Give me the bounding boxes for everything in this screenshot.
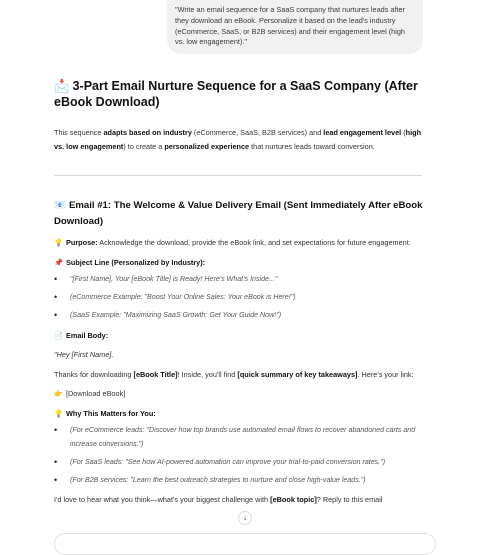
thanks-paragraph bbox=[54, 368, 424, 382]
intro-text-4: ) to create a bbox=[123, 141, 165, 151]
intro-text-3: ( bbox=[401, 128, 406, 137]
arrow-down-icon: ↓ bbox=[243, 513, 247, 522]
download-ebook-link[interactable]: [Download eBook] bbox=[66, 389, 126, 398]
message-composer[interactable] bbox=[54, 533, 436, 555]
why-matters-list bbox=[54, 424, 424, 487]
thanks-bold-2: [quick summary of key takeaways] bbox=[237, 369, 358, 379]
list-item: • (For SaaS leads: "See how AI-powered automation can improve your trial-to-paid conversion rates.") bbox=[70, 456, 424, 470]
intro-bold-2: lead engagement level bbox=[323, 128, 402, 137]
list-item: • (SaaS Example: "Maximizing SaaS Growth: Get Your Guide Now!") bbox=[70, 309, 424, 323]
pushpin-icon: 📌 bbox=[54, 257, 64, 267]
pointing-hand-icon: 👉 bbox=[54, 389, 64, 398]
email-body-label-text: Email Body: bbox=[66, 330, 109, 340]
user-message-text: "Write an email sequence for a SaaS company that nurtures leads after they download an eBook. Personalize it based on the lead's industry (eCommerce, SaaS, or B2B services) and their engagement level (high vs. low engagement)." bbox=[175, 5, 405, 47]
thanks-text-3: . Here's your link: bbox=[357, 369, 414, 379]
intro-paragraph bbox=[54, 126, 424, 153]
divider bbox=[54, 175, 422, 176]
list-item: • (For eCommerce leads: "Discover how top brands use automated email flows to recover abandoned carts and increase conversions.") bbox=[70, 424, 424, 451]
download-line bbox=[54, 387, 424, 401]
intro-bold-4: personalized experience bbox=[164, 141, 250, 151]
subject-line-list bbox=[54, 273, 424, 323]
why-matters-label-text: Why This Matters for You: bbox=[66, 408, 156, 418]
intro-text-5: that nurtures leads toward conversion. bbox=[249, 141, 375, 151]
document-icon: 📄 bbox=[54, 330, 64, 340]
intro-text-2: (eCommerce, SaaS, B2B services) and bbox=[191, 128, 324, 137]
thanks-text-2: ! Inside, you'll find bbox=[177, 369, 238, 379]
intro-text-1: This sequence bbox=[54, 128, 104, 137]
intro-bold-3: high vs. low engagement bbox=[54, 128, 422, 151]
response-title-text: 3-Part Email Nurture Sequence for a SaaS Company (After eBook Download) bbox=[54, 79, 418, 109]
greeting-text: "Hey [First Name], bbox=[54, 350, 114, 359]
closing-text-1: I'd love to hear what you think—what's your biggest challenge with bbox=[54, 495, 271, 504]
lightbulb-icon: 💡 bbox=[54, 408, 64, 418]
email1-heading bbox=[54, 198, 424, 230]
closing-bold-1: [eBook topic] bbox=[270, 495, 317, 504]
list-item: • (For B2B services: "Learn the best outreach strategies to nurture and close high-value leads.") bbox=[70, 474, 424, 488]
list-item: • (eCommerce Example: "Boost Your Online Sales: Your eBook is Here!") bbox=[70, 291, 424, 305]
response-title bbox=[54, 78, 424, 110]
closing-text-2: ? Reply to this email bbox=[316, 495, 383, 504]
scroll-to-bottom-button[interactable] bbox=[238, 511, 252, 525]
thanks-text-1: Thanks for downloading bbox=[54, 369, 134, 379]
email-body-label bbox=[54, 329, 424, 343]
subject-label-text: Subject Line (Personalized by Industry): bbox=[66, 257, 206, 267]
purpose-paragraph bbox=[54, 236, 424, 250]
email1-heading-text: Email #1: The Welcome & Value Delivery Email (Sent Immediately After eBook Download) bbox=[54, 200, 423, 227]
subject-line-label bbox=[54, 256, 424, 270]
lightbulb-icon: 💡 bbox=[54, 238, 64, 247]
closing-paragraph bbox=[54, 493, 424, 507]
purpose-text: Acknowledge the download, provide the eBook link, and set expectations for future engagement. bbox=[97, 238, 411, 247]
why-matters-label bbox=[54, 407, 424, 421]
thanks-bold-1: [eBook Title] bbox=[133, 369, 178, 379]
intro-bold-1: adapts based on industry bbox=[103, 128, 192, 137]
email-icon: 📧 bbox=[54, 200, 66, 211]
user-message-bubble bbox=[167, 0, 423, 54]
purpose-label: Purpose: bbox=[66, 238, 98, 247]
assistant-response bbox=[54, 78, 424, 507]
envelope-icon: 📩 bbox=[54, 79, 70, 93]
list-item: • "[First Name], Your [eBook Title] is Ready! Here's What's Inside..." bbox=[70, 273, 424, 287]
